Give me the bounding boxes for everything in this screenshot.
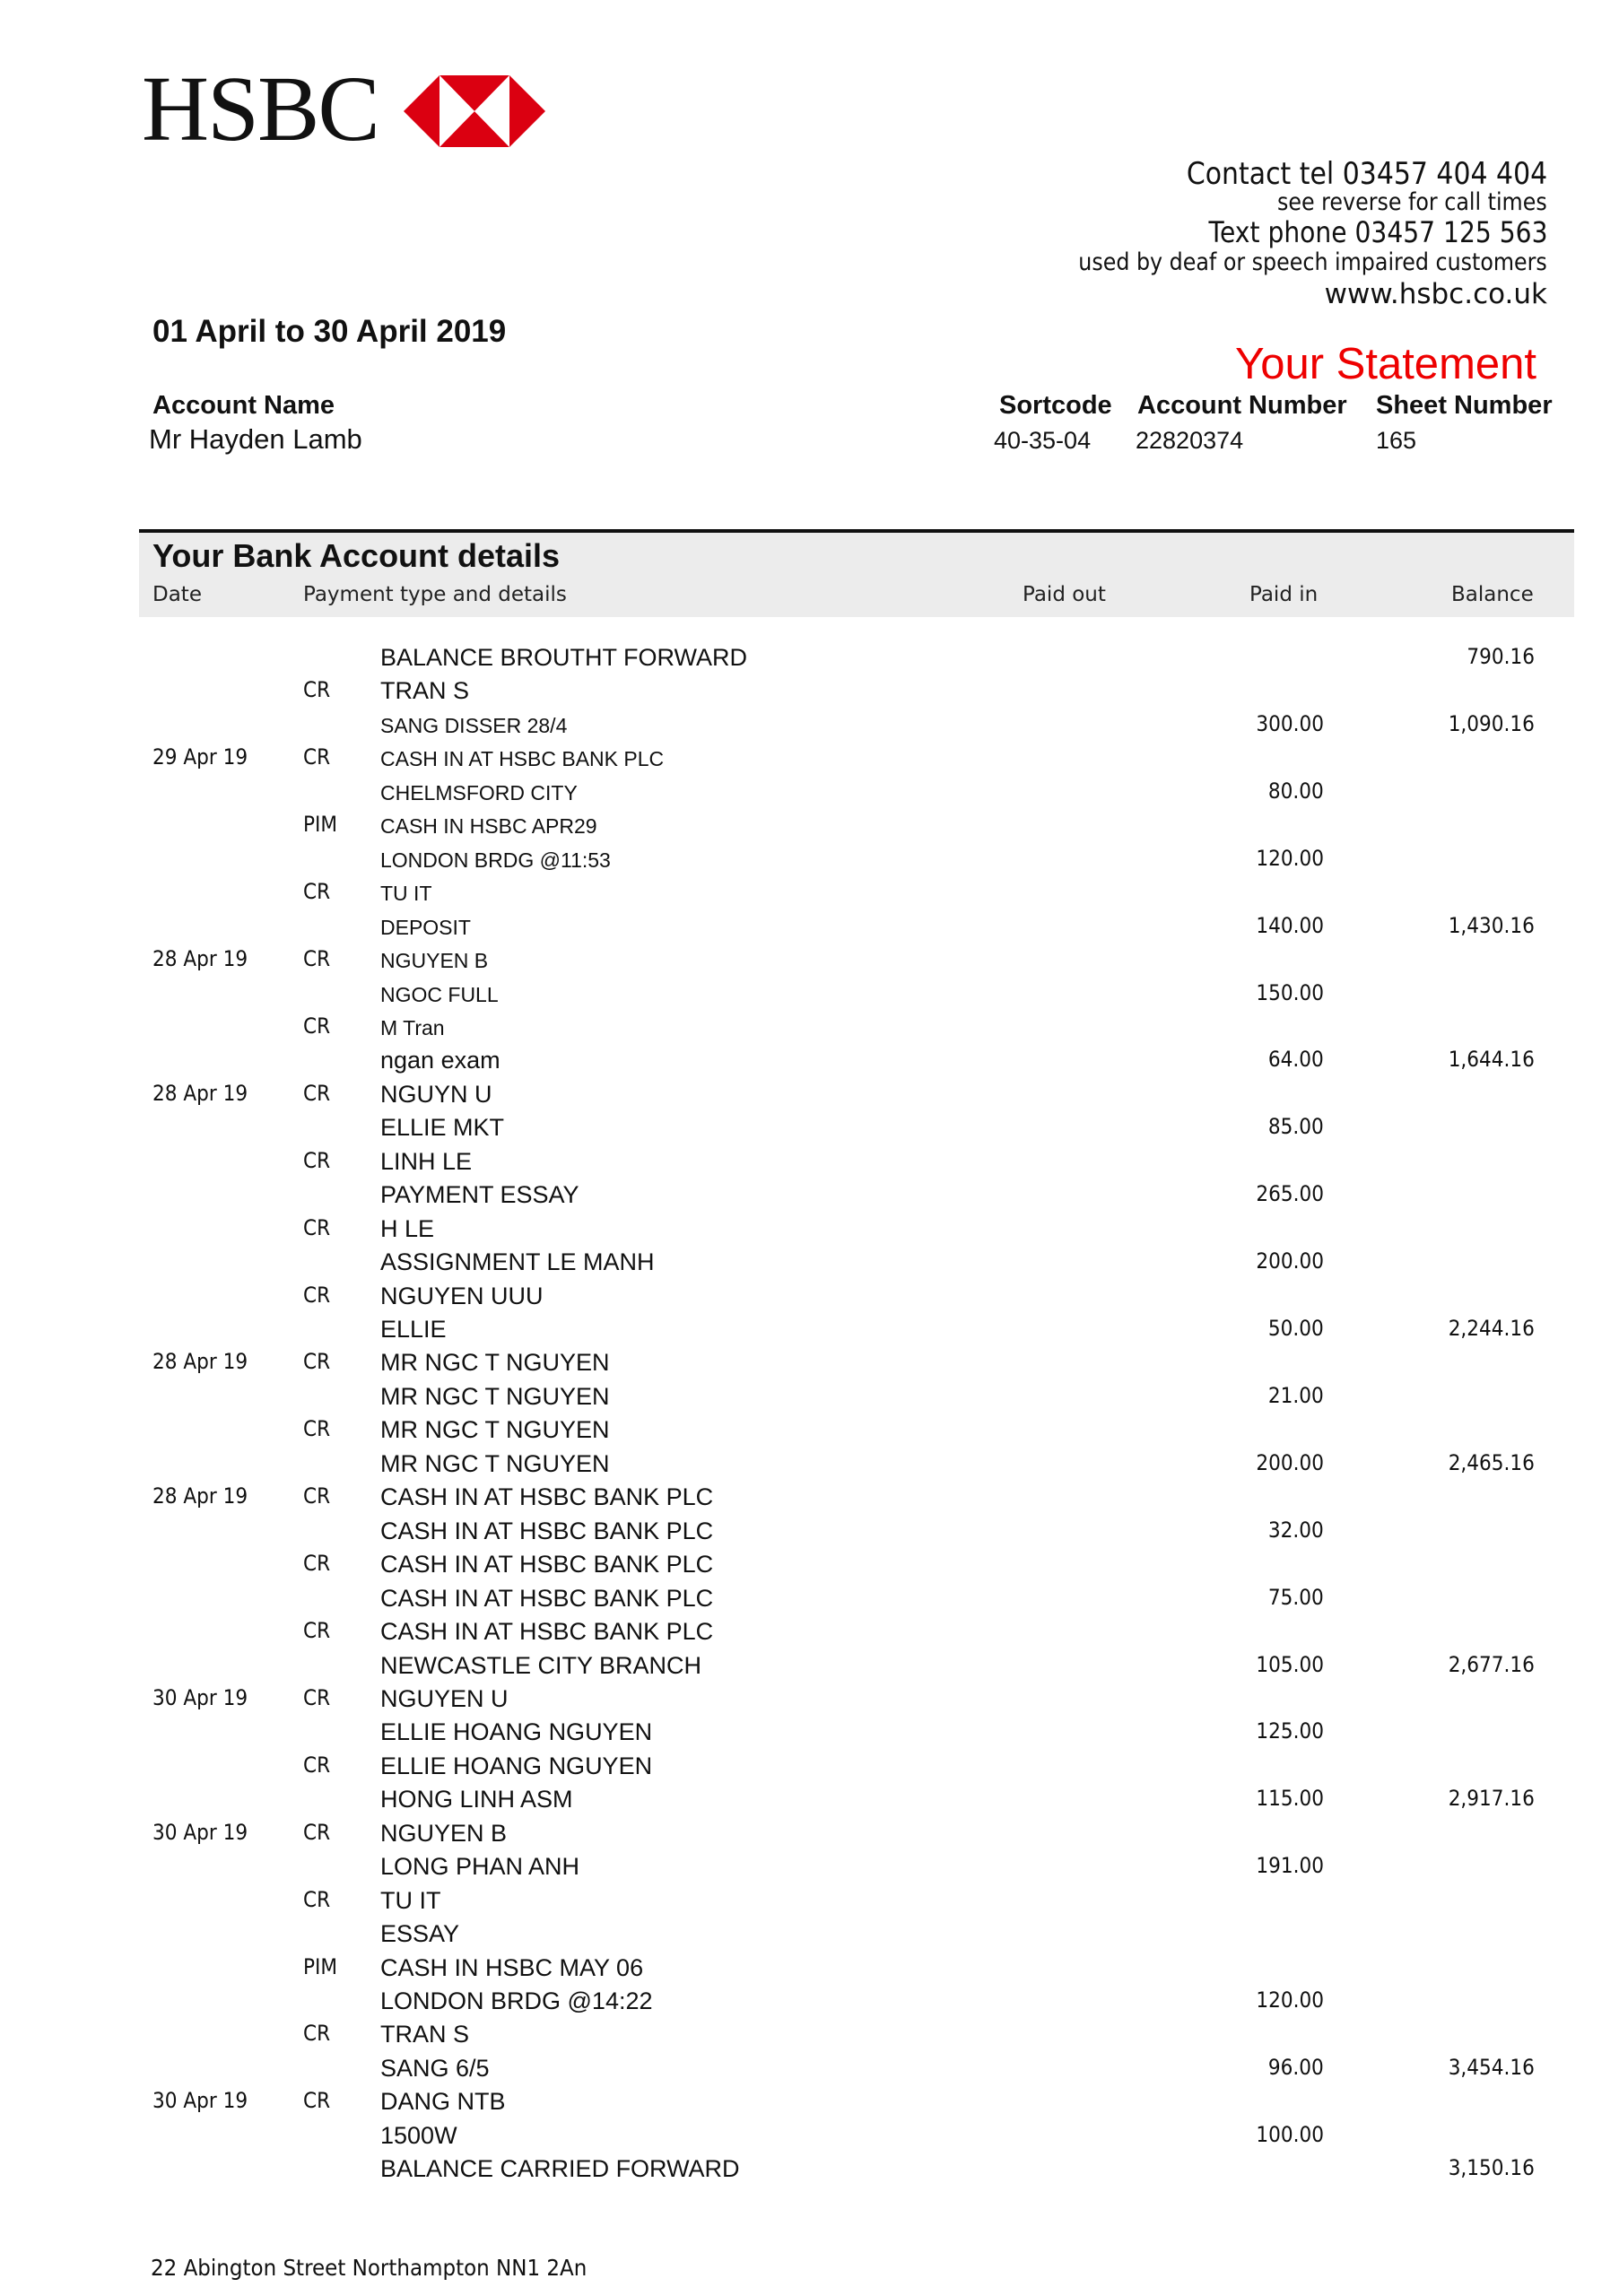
row-balance: 1,430.16 [1448,913,1535,938]
row-details: LINH LE [380,1148,473,1175]
row-balance: 2,244.16 [1448,1316,1535,1341]
statement-title: Your Statement [1235,340,1536,388]
row-details: CASH IN AT HSBC BANK PLC [380,1551,714,1578]
hsbc-hexagon-logo-icon [404,75,545,152]
logo-right-triangle [509,75,545,147]
row-details: NGUYEN UUU [380,1283,544,1309]
table-row [0,1349,1619,1379]
row-paid-in: 32.00 [1268,1518,1324,1543]
table-row [0,1685,1619,1716]
row-paid-in: 125.00 [1256,1718,1324,1744]
table-row [0,1248,1619,1279]
row-paid-in: 115.00 [1256,1786,1324,1811]
contact-text-phone: Text phone 03457 125 563 [1208,215,1547,249]
table-row [0,1047,1619,1077]
row-payment-type: CR [303,1349,331,1374]
row-details: ELLIE MKT [380,1114,505,1141]
row-payment-type: CR [303,1013,331,1039]
table-row [0,1013,1619,1044]
column-header-details: Payment type and details [303,583,567,606]
row-details: CASH IN HSBC MAY 06 [380,1954,644,1981]
row-payment-type: CR [303,1483,331,1509]
sheet-number-value: 165 [1376,427,1417,454]
table-row [0,1652,1619,1683]
row-date: 30 Apr 19 [152,1685,248,1710]
account-name: Mr Hayden Lamb [149,423,362,455]
table-row [0,1383,1619,1413]
row-balance: 2,465.16 [1448,1450,1535,1475]
row-paid-in: 64.00 [1268,1047,1324,1072]
row-paid-in: 300.00 [1256,711,1324,736]
row-details: DEPOSIT [380,916,471,939]
table-row [0,1786,1619,1816]
table-row [0,1752,1619,1783]
row-details: ELLIE HOANG NGUYEN [380,1752,653,1779]
table-row [0,1718,1619,1749]
table-row [0,2122,1619,2152]
row-details: MR NGC T NGUYEN [380,1349,610,1376]
row-details: DANG NTB [380,2088,506,2115]
table-row [0,1820,1619,1850]
table-row [0,1551,1619,1581]
column-header-balance: Balance [1451,583,1534,606]
sortcode-value: 40-35-04 [994,427,1092,454]
row-details: CASH IN AT HSBC BANK PLC [380,1483,714,1510]
row-payment-type: CR [303,879,331,904]
account-number-value: 22820374 [1136,427,1244,454]
row-details: ngan exam [380,1047,500,1074]
row-payment-type: CR [303,1215,331,1240]
row-paid-in: 150.00 [1256,980,1324,1005]
row-payment-type: CR [303,1685,331,1710]
table-row [0,2021,1619,2051]
table-row [0,913,1619,944]
table-row [0,1114,1619,1144]
row-balance: 1,090.16 [1448,711,1535,736]
row-payment-type: CR [303,1752,331,1778]
row-details: NGUYN U [380,1081,492,1108]
table-row [0,1618,1619,1648]
row-balance: 3,150.16 [1448,2155,1535,2180]
row-details: LONG PHAN ANH [380,1853,580,1880]
contact-text-note: used by deaf or speech impaired customers [1078,248,1547,276]
row-details: TRAN S [380,2021,470,2048]
row-balance: 3,454.16 [1448,2055,1535,2080]
row-balance: 2,677.16 [1448,1652,1535,1677]
contact-tel-note: see reverse for call times [1277,188,1547,216]
table-row [0,2155,1619,2186]
table-row [0,980,1619,1011]
row-details: NEWCASTLE CITY BRANCH [380,1652,702,1679]
row-details: BALANCE CARRIED FORWARD [380,2155,740,2182]
table-row [0,1585,1619,1615]
row-details: CASH IN AT HSBC BANK PLC [380,1518,714,1544]
table-row [0,1416,1619,1447]
row-details: SANG 6/5 [380,2055,490,2082]
table-row [0,644,1619,674]
row-paid-in: 75.00 [1268,1585,1324,1610]
row-details: NGOC FULL [380,983,499,1006]
statement-period: 01 April to 30 April 2019 [152,314,507,349]
row-details: TU IT [380,1887,441,1914]
row-payment-type: CR [303,1820,331,1845]
row-details: 1500W [380,2122,457,2149]
logo-left-triangle [404,75,440,147]
contact-tel: Contact tel 03457 404 404 [1186,156,1547,192]
row-balance: 790.16 [1467,644,1535,669]
row-payment-type: CR [303,677,331,702]
row-paid-in: 96.00 [1268,2055,1324,2080]
account-number-label: Account Number [1137,391,1347,420]
table-row [0,846,1619,876]
contact-website[interactable]: www.hsbc.co.uk [1324,278,1547,310]
row-payment-type: PIM [303,812,338,837]
row-details: HONG LINH ASM [380,1786,573,1813]
table-row [0,1181,1619,1212]
column-header-paid-out: Paid out [1023,583,1106,606]
table-row [0,1148,1619,1178]
row-details: ELLIE [380,1316,447,1343]
row-details: MR NGC T NGUYEN [380,1383,610,1410]
row-details: PAYMENT ESSAY [380,1181,579,1208]
table-row [0,946,1619,977]
sortcode-label: Sortcode [999,391,1112,420]
row-payment-type: CR [303,2088,331,2113]
row-balance: 2,917.16 [1448,1786,1535,1811]
row-paid-in: 50.00 [1268,1316,1324,1341]
row-details: NGUYEN B [380,1820,508,1847]
row-details: NGUYEN U [380,1685,509,1712]
row-date: 28 Apr 19 [152,1483,248,1509]
row-details: TU IT [380,882,432,905]
account-name-label: Account Name [152,391,335,420]
brand-wordmark: HSBC [142,57,379,161]
table-row [0,1283,1619,1313]
row-payment-type: CR [303,1416,331,1441]
table-row [0,1987,1619,2018]
row-details: NGUYEN B [380,949,489,972]
row-details: CASH IN AT HSBC BANK PLC [380,747,665,770]
row-details: CASH IN HSBC APR29 [380,814,597,838]
table-row [0,2055,1619,2085]
table-row [0,1887,1619,1918]
table-row [0,1215,1619,1246]
row-paid-in: 191.00 [1256,1853,1324,1878]
table-row [0,2088,1619,2118]
section-title: Your Bank Account details [152,537,561,574]
table-row [0,677,1619,708]
table-row [0,1483,1619,1514]
row-date: 30 Apr 19 [152,1820,248,1845]
row-details: CHELMSFORD CITY [380,781,578,804]
row-details: MR NGC T NGUYEN [380,1416,610,1443]
row-balance: 1,644.16 [1448,1047,1535,1072]
row-payment-type: CR [303,744,331,770]
row-date: 29 Apr 19 [152,744,248,770]
row-date: 28 Apr 19 [152,1349,248,1374]
table-row [0,879,1619,909]
row-payment-type: CR [303,1618,331,1643]
row-payment-type: CR [303,946,331,971]
row-details: LONDON BRDG @14:22 [380,1987,653,2014]
table-row [0,1853,1619,1883]
row-details: TRAN S [380,677,470,704]
row-details: ESSAY [380,1920,460,1947]
row-payment-type: CR [303,2021,331,2046]
branch-address: 22 Abington Street Northampton NN1 2An [151,2255,588,2281]
row-paid-in: 120.00 [1256,1987,1324,2013]
table-row [0,778,1619,809]
row-payment-type: CR [303,1283,331,1308]
row-paid-in: 120.00 [1256,846,1324,871]
table-row [0,1450,1619,1481]
table-row [0,1920,1619,1951]
row-details: CASH IN AT HSBC BANK PLC [380,1618,714,1645]
table-row [0,711,1619,742]
row-paid-in: 200.00 [1256,1450,1324,1475]
table-row [0,1954,1619,1985]
row-details: ASSIGNMENT LE MANH [380,1248,655,1275]
row-paid-in: 265.00 [1256,1181,1324,1206]
sheet-number-label: Sheet Number [1376,391,1553,420]
table-row [0,744,1619,775]
row-details: MR NGC T NGUYEN [380,1450,610,1477]
row-paid-in: 200.00 [1256,1248,1324,1274]
row-details: SANG DISSER 28/4 [380,714,568,737]
row-paid-in: 140.00 [1256,913,1324,938]
row-details: BALANCE BROUTHT FORWARD [380,644,748,671]
table-row [0,812,1619,842]
column-header-paid-in: Paid in [1249,583,1319,606]
row-date: 30 Apr 19 [152,2088,248,2113]
row-payment-type: CR [303,1551,331,1576]
row-details: M Tran [380,1016,445,1039]
row-paid-in: 80.00 [1268,778,1324,804]
row-paid-in: 100.00 [1256,2122,1324,2147]
row-paid-in: 21.00 [1268,1383,1324,1408]
column-header-date: Date [152,583,202,606]
table-row [0,1518,1619,1548]
row-payment-type: CR [303,1081,331,1106]
row-paid-in: 105.00 [1256,1652,1324,1677]
row-payment-type: CR [303,1148,331,1173]
row-details: LONDON BRDG @11:53 [380,848,611,872]
row-date: 28 Apr 19 [152,946,248,971]
row-details: H LE [380,1215,435,1242]
row-date: 28 Apr 19 [152,1081,248,1106]
row-payment-type: CR [303,1887,331,1912]
row-details: CASH IN AT HSBC BANK PLC [380,1585,714,1612]
row-details: ELLIE HOANG NGUYEN [380,1718,653,1745]
row-payment-type: PIM [303,1954,338,1979]
table-row [0,1081,1619,1111]
table-row [0,1316,1619,1346]
row-paid-in: 85.00 [1268,1114,1324,1139]
